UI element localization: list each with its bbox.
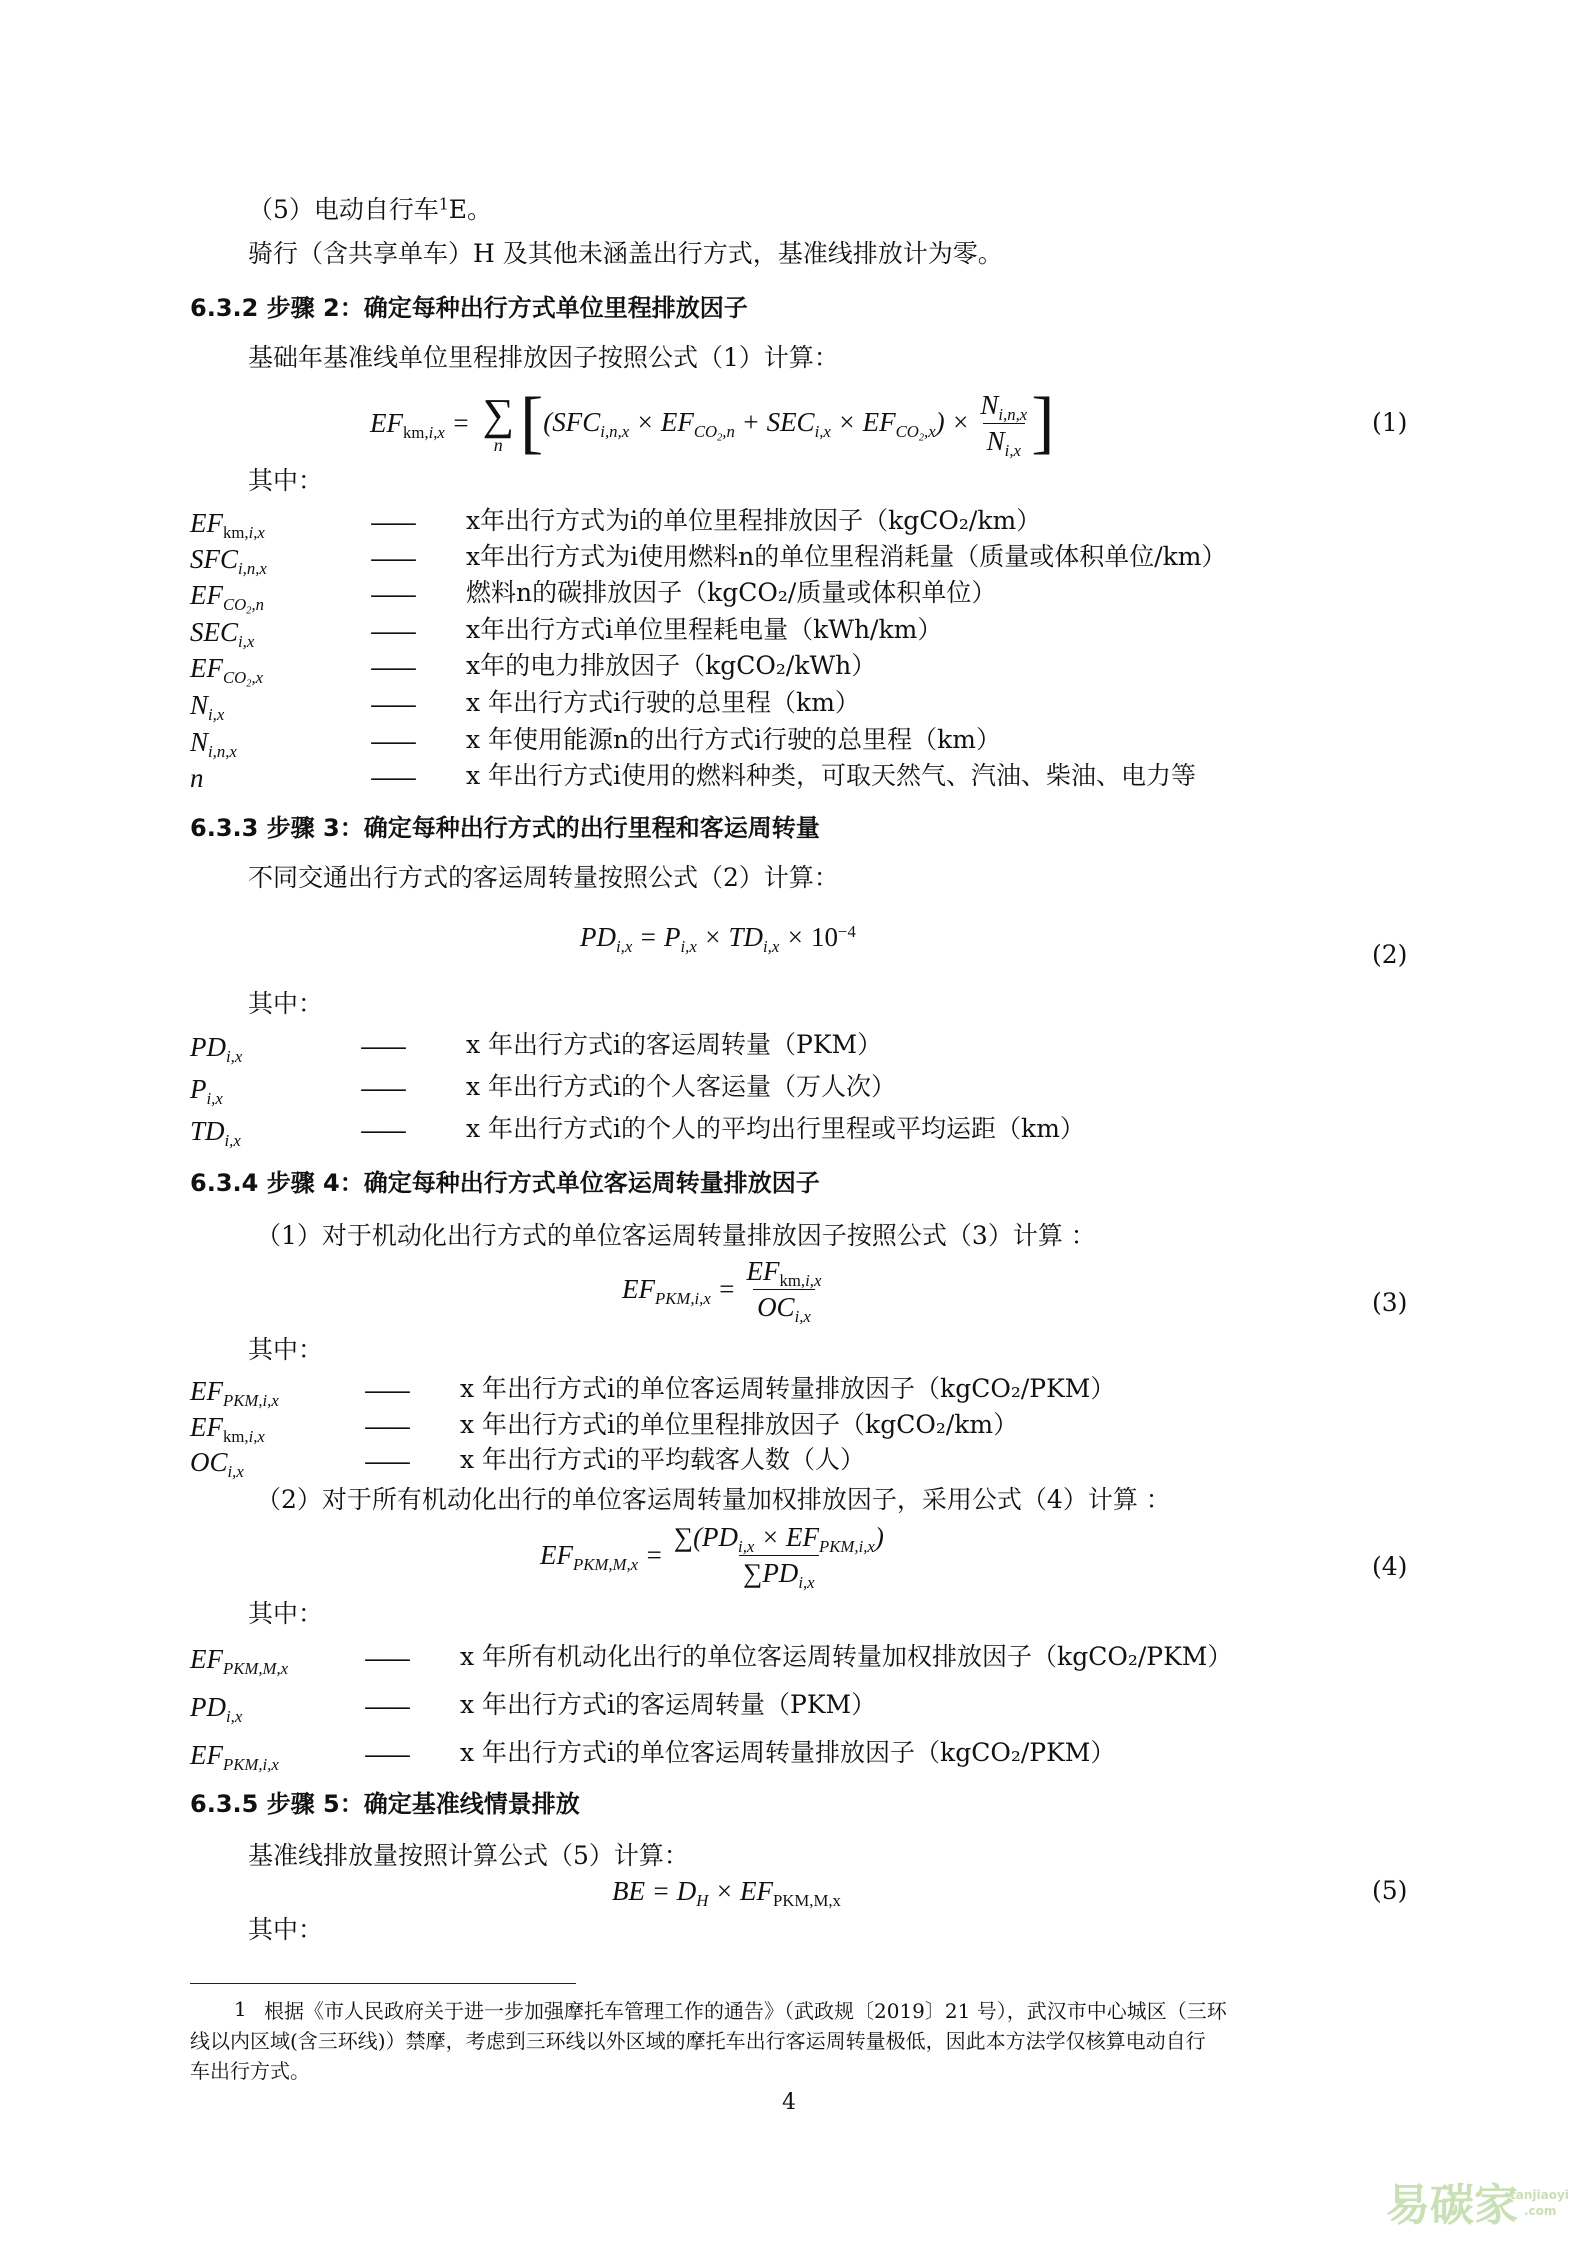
var-td: $TD_{i,x}$ [190,1116,241,1150]
dash: —— [364,1644,408,1673]
watermark-en: tanjiaoyi [1510,2188,1569,2202]
dash: —— [370,727,414,756]
section-heading-6-3-3: 6.3.3 步骤 3：确定每种出行方式的出行里程和客运周转量 [190,814,820,842]
var-pd-2: $PD_{i,x}$ [190,1692,243,1726]
s632-intro: 基础年基准线单位里程排放因子按照公式（1）计算： [248,343,839,372]
var-desc: x 年出行方式i的客运周转量（PKM） [460,1690,877,1719]
section-heading-6-3-2: 6.3.2 步骤 2：确定每种出行方式单位里程排放因子 [190,294,748,322]
equation-number-3: (3) [1372,1288,1408,1317]
section-heading-6-3-5: 6.3.5 步骤 5：确定基准线情景排放 [190,1790,580,1818]
s635-where: 其中： [248,1915,324,1944]
var-desc: x年出行方式i单位里程耗电量（kWh/km） [466,615,943,644]
var-desc: x 年出行方式i的客运周转量（PKM） [466,1030,883,1059]
var-desc: 燃料n的碳排放因子（kgCO₂/质量或体积单位） [466,578,997,607]
var-desc: x 年出行方式i的平均载客人数（人） [460,1445,866,1474]
intro-line-2: 骑行（含共享单车）H 及其他未涵盖出行方式，基准线排放计为零。 [248,239,1003,268]
dash: —— [360,1116,404,1145]
s633-where: 其中： [248,989,324,1018]
var-sfc: $SFC_{i,n,x}$ [190,544,267,578]
equation-number-1: (1) [1372,408,1408,437]
var-ef-km-2: $EF_{km,i,x}$ [190,1412,265,1446]
s634-where-2: 其中： [248,1599,324,1628]
dash: —— [364,1692,408,1721]
var-p: $P_{i,x}$ [190,1074,223,1108]
s633-intro: 不同交通出行方式的客运周转量按照公式（2）计算： [248,863,839,892]
var-desc: x年出行方式为i使用燃料n的单位里程消耗量（质量或体积单位/km） [466,542,1227,571]
var-sec: $SEC_{i,x}$ [190,617,255,651]
formula-2: $PD_{i,x} = P_{i,x} \times TD_{i,x} \times 10^{-4}$ [580,921,856,956]
s634-intro-1: （1）对于机动化出行方式的单位客运周转量排放因子按照公式（3）计算 ： [256,1221,1096,1250]
var-ef-km: $EF_{km,i,x}$ [190,508,265,542]
dash: —— [370,508,414,537]
footnote-line-3: 车出行方式。 [190,2059,310,2083]
var-ef-pkm-2: $EF_{PKM,i,x}$ [190,1740,279,1774]
formula-4: $EF_{PKM,M,x}$ = $\frac{\sum(PD_{i,x} \times EF_{PKM,i,x})}{\sum PD_{i,x}}$ [540,1521,884,1592]
watermark-logo: 易碳家 [1386,2180,1518,2231]
var-desc: x 年出行方式i的个人的平均出行里程或平均运距（km） [466,1114,1085,1143]
s634-where-1: 其中： [248,1335,324,1364]
footnote-line-1: 根据《市人民政府关于进一步加强摩托车管理工作的通告》（武政规〔2019〕21 号），武汉市中心城区（三环 [264,1999,1227,2023]
var-n: n [190,763,204,793]
var-ef-pkm: $EF_{PKM,i,x}$ [190,1376,279,1410]
intro-line-1: （5）电动自行车$^1$E。 [248,195,493,224]
var-pd: $PD_{i,x}$ [190,1032,243,1066]
var-desc: x 年所有机动化出行的单位客运周转量加权排放因子（kgCO₂/PKM） [460,1642,1233,1671]
var-n-inx: $N_{i,n,x}$ [190,727,237,761]
formula-5: BE = $D_H \times EF_{PKM,M,x}$ [612,1876,841,1910]
var-ef-pkm-m: $EF_{PKM,M,x}$ [190,1644,289,1678]
footnote-mark: 1 [234,1997,247,2021]
var-ef-co2-x: $EF_{CO_2,x}$ [190,653,264,690]
dash: —— [370,690,414,719]
var-desc: x 年出行方式i使用的燃料种类，可取天然气、汽油、柴油、电力等 [466,761,1197,790]
var-desc: x 年出行方式i行驶的总里程（km） [466,688,860,717]
section-heading-6-3-4: 6.3.4 步骤 4：确定每种出行方式单位客运周转量排放因子 [190,1169,820,1197]
s634-intro-2: （2）对于所有机动化出行的单位客运周转量加权排放因子，采用公式（4）计算 ： [256,1485,1171,1514]
equation-number-4: (4) [1372,1552,1408,1581]
dash: —— [370,617,414,646]
footnote-line-2: 线以内区域(含三环线)）禁摩，考虑到三环线以外区域的摩托车出行客运周转量极低，因此本方法学仅核算电动自行 [190,2029,1206,2053]
dash: —— [364,1740,408,1769]
dash: —— [360,1074,404,1103]
var-oc: $OC_{i,x}$ [190,1447,244,1481]
dash: —— [370,580,414,609]
var-ef-co2-n: $EF_{CO_2,n}$ [190,580,264,617]
page-number: 4 [782,2090,796,2115]
dash: —— [364,1447,408,1476]
var-desc: x年出行方式为i的单位里程排放因子（kgCO₂/km） [466,506,1042,535]
dash: —— [370,763,414,792]
dash: —— [364,1376,408,1405]
dash: —— [360,1032,404,1061]
var-desc: x 年出行方式i的个人客运量（万人次） [466,1072,897,1101]
s635-intro: 基准线排放量按照计算公式（5）计算： [248,1841,689,1870]
formula-3: $EF_{PKM,i,x}$ = $\frac{EF_{km,i,x}}{OC_{i,x}}$ [622,1255,822,1326]
equation-number-2: (2) [1372,940,1408,969]
dash: —— [370,653,414,682]
var-desc: x 年出行方式i的单位里程排放因子（kgCO₂/km） [460,1410,1019,1439]
var-desc: x 年出行方式i的单位客运周转量排放因子（kgCO₂/PKM） [460,1738,1116,1767]
var-n-ix: $N_{i,x}$ [190,690,225,724]
dash: —— [370,544,414,573]
equation-number-5: (5) [1372,1876,1408,1905]
var-desc: x年的电力排放因子（kgCO₂/kWh） [466,651,877,680]
var-desc: x 年出行方式i的单位客运周转量排放因子（kgCO₂/PKM） [460,1374,1116,1403]
s632-where: 其中： [248,466,324,495]
watermark-domain: .com [1524,2204,1557,2218]
formula-1: $EF_{km,i,x}$ = ∑ n [ $(SFC_{i,n,x} \times EF_{CO_2,n} + SEC_{i,x} \times EF_{CO_2,x})$ × $\frac{N_{i,n,x}}{N_{i,x}}$ ] [370,384,1055,461]
dash: —— [364,1412,408,1441]
footnote-divider [190,1983,576,1984]
var-desc: x 年使用能源n的出行方式i行驶的总里程（km） [466,725,1001,754]
